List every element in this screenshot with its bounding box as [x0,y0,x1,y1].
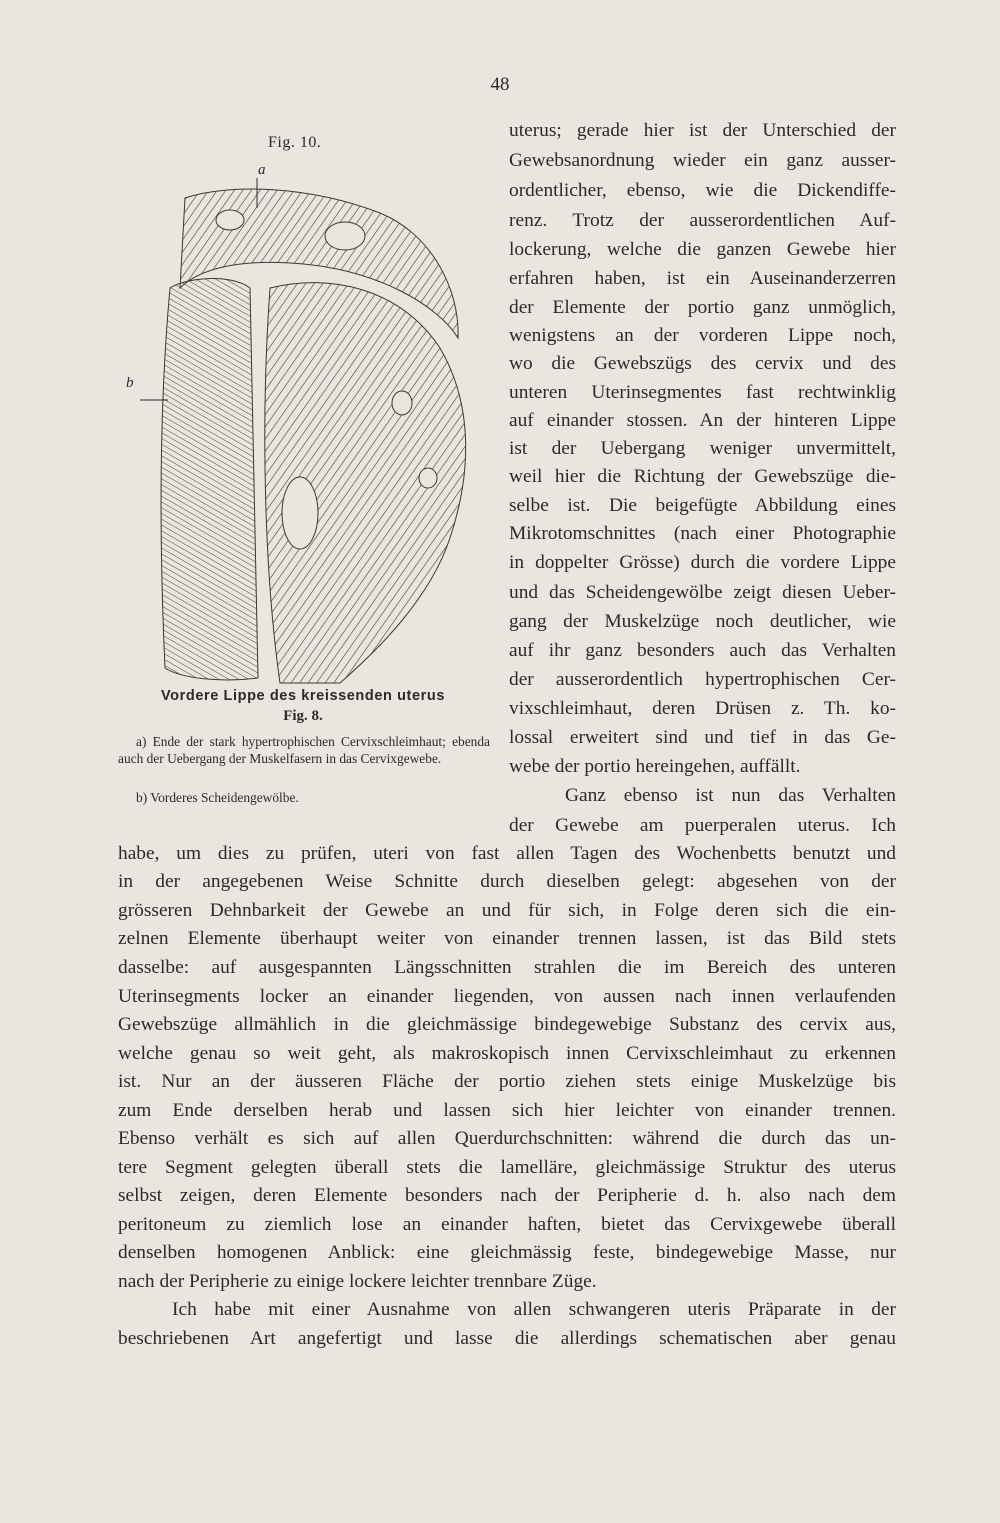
text-line: webe der portio hereingehen, auffällt. [509,756,801,777]
text-line: Gewebszüge allmählich in die gleichmässige bindegewebige Substanz des cervix aus, [118,1014,896,1035]
tissue-illustration [140,178,480,684]
text-line: vixschleimhaut, deren Drüsen z. Th. ko- [509,698,896,719]
text-line: denselben homogenen Anblick: eine gleichmässig feste, bindegewebige Masse, nur [118,1242,896,1263]
text-line: erfahren haben, ist ein Auseinanderzerren [509,268,896,289]
text-line: wenigstens an der vorderen Lippe noch, [509,325,896,346]
text-line: nach der Peripherie zu einige lockere leichter trennbare Züge. [118,1271,597,1292]
text-line: ist. Nur an der äusseren Fläche der portio ziehen stets einige Muskelzüge bis [118,1071,896,1092]
figure [118,130,496,810]
text-line: ordentlicher, ebenso, wie die Dickendiffe- [509,180,896,201]
text-line: Ebenso verhält es sich auf allen Querdurchschnitten: während die durch das un- [118,1128,896,1149]
text-line: lockerung, welche die ganzen Gewebe hier [509,239,896,260]
text-line: renz. Trotz der ausserordentlichen Auf- [509,210,896,231]
text-line: ist der Uebergang weniger unvermittelt, [509,438,896,459]
text-line: und das Scheidengewölbe zeigt diesen Ueber- [509,582,896,603]
text-line: Uterinsegments locker an einander liegenden, von aussen nach innen verlaufenden [118,986,896,1007]
text-line: der Elemente der portio ganz unmöglich, [509,297,896,318]
text-line: weil hier die Richtung der Gewebszüge die- [509,466,896,487]
caption-item-a [118,734,490,767]
text-line: der ausserordentlich hypertrophischen Cer- [509,669,896,690]
text-line: uterus; gerade hier ist der Unterschied der [509,120,896,141]
text-line: Ich habe mit einer Ausnahme von allen schwangeren uteris Präparate in der [172,1299,896,1320]
figure-marker-a: a [258,162,266,178]
text-line: auf einander stossen. An der hinteren Lippe [509,410,896,431]
text-line: in doppelter Grösse) durch die vordere Lippe [509,552,896,573]
caption-figure-number: Fig. 8. [283,708,323,724]
text-line: der Gewebe am puerperalen uterus. Ich [509,815,896,836]
text-line: welche genau so weit geht, als makroskopisch innen Cervixschleimhaut zu erkennen [118,1043,896,1064]
text-line: grösseren Dehnbarkeit der Gewebe an und für sich, in Folge deren sich die ein- [118,900,896,921]
caption-item-b: b) Vorderes Scheidengewölbe. [136,790,299,805]
text-line: lossal erweitert sind und tief in das Ge- [509,727,896,748]
text-line: habe, um dies zu prüfen, uteri von fast allen Tagen des Wochenbetts benutzt und [118,843,896,864]
text-line: auf ihr ganz besonders auch das Verhalten [509,640,896,661]
text-line: Mikrotomschnittes (nach einer Photographie [509,523,896,544]
text-line: wo die Gewebszügs des cervix und des [509,353,896,374]
text-line: zelnen Elemente überhaupt weiter von einander trennen lassen, ist das Bild stets [118,928,896,949]
page-number: 48 [490,74,510,95]
text-line: gang der Muskelzüge noch deutlicher, wie [509,611,896,632]
figure-label: Fig. 10. [268,134,322,151]
text-line: Gewebsanordnung wieder ein ganz ausser- [509,150,896,171]
text-line: selbst zeigen, deren Elemente besonders nach der Peripherie d. h. also nach dem [118,1185,896,1206]
figure-marker-b: b [126,375,134,391]
text-line: Ganz ebenso ist nun das Verhalten [565,785,896,806]
text-line: peritoneum zu ziemlich lose an einander haften, bietet das Cervixgewebe überall [118,1214,896,1235]
text-line: dasselbe: auf ausgespannten Längsschnitten strahlen die im Bereich des unteren [118,957,896,978]
text-line: in der angegebenen Weise Schnitte durch dieselben gelegt: abgesehen von der [118,871,896,892]
text-line: tere Segment gelegten überall stets die lamelläre, gleichmässige Struktur des uterus [118,1157,896,1178]
caption-title: Vordere Lippe des kreissenden uterus [160,688,446,704]
caption-item-a-text: a) Ende der stark hypertrophischen Cervixschleimhaut; ebenda auch der Uebergang der Muskelfasern in das Cervixgewebe. [118,734,490,766]
text-line: unteren Uterinsegmentes fast rechtwinklig [509,382,896,403]
text-line: selbe ist. Die beigefügte Abbildung eines [509,495,896,516]
text-line: zum Ende derselben herab und lassen sich hier leichter von einander trennen. [118,1100,896,1121]
text-line: beschriebenen Art angefertigt und lasse die allerdings schematischen aber genau [118,1328,896,1349]
